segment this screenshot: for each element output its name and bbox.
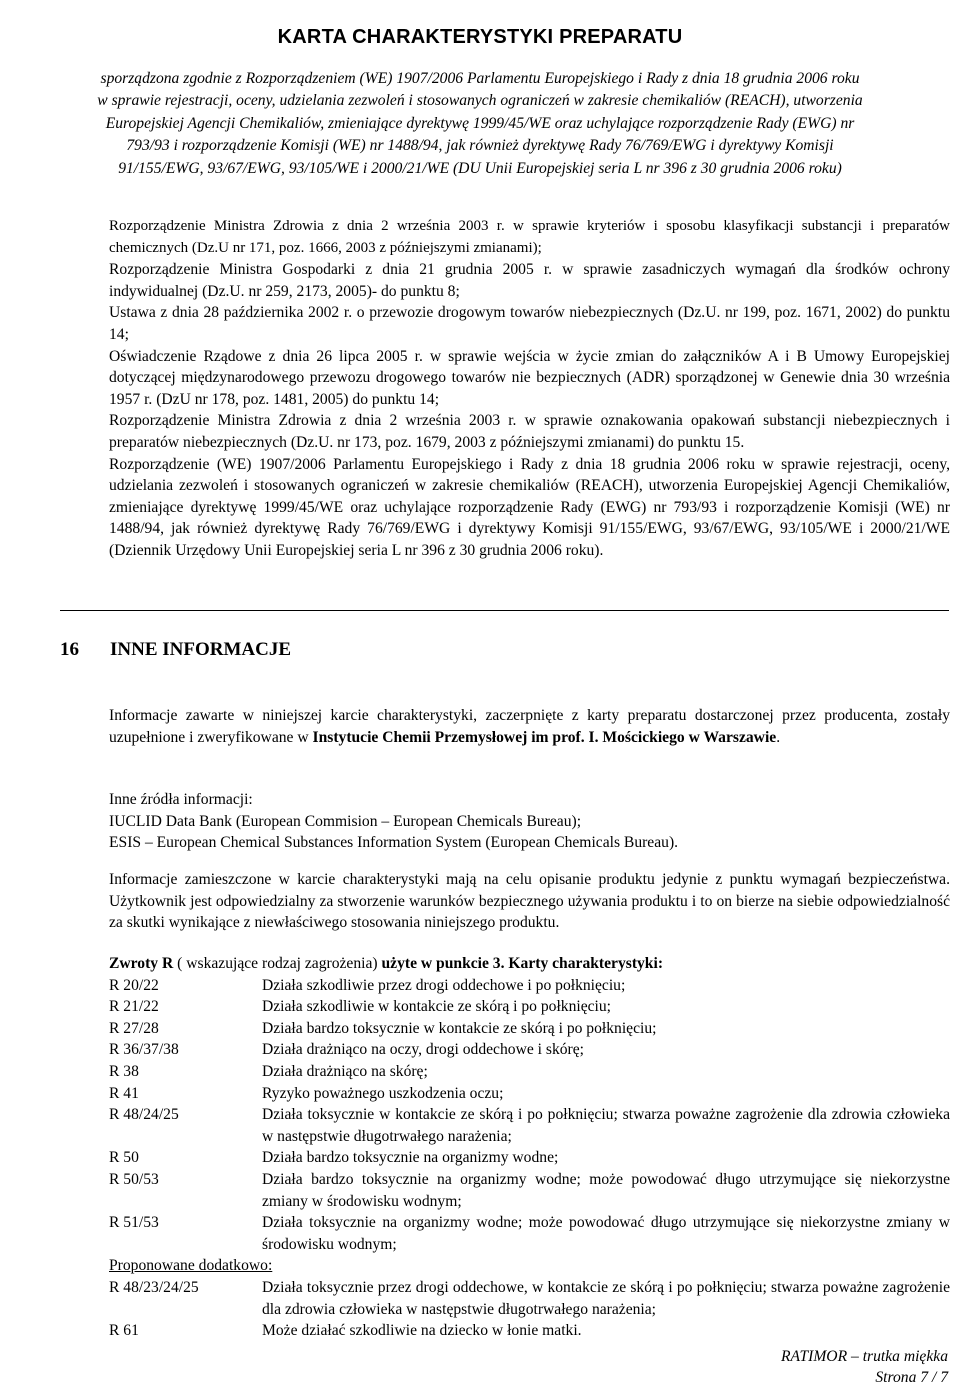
r-phrase-row	[109, 1018, 950, 1040]
source-item: IUCLID Data Bank (European Commision – European Chemicals Bureau);	[109, 812, 582, 830]
r-phrase-text: Działa drażniąco na oczy, drogi oddechowe i skórę;	[262, 1041, 584, 1059]
section-heading	[60, 639, 291, 661]
r-phrase-code: R 48/24/25	[109, 1106, 179, 1124]
r-phrase-row	[109, 1147, 950, 1169]
regulation-item: Oświadczenie Rządowe z dnia 26 lipca 2005 r. w sprawie wejścia w życie zmian do załączników A i B Umowy Europejskiej dotyczącej międzynarodowego przewozu drogowego towarów nie bezpiecznych (ADR) sporządzonej w Genewie dnia 30 września 1957 r. (DzU nr 178, poz. 1481, 2005) do punktu 14;	[109, 347, 950, 408]
subtitle-line: 793/93 i rozporządzenie Komisji (WE) nr 1488/94, jak również dyrektywę Rady 76/769/EWG i dyrektywy Komisji	[126, 137, 834, 155]
r-phrase-code: R 51/53	[109, 1214, 159, 1232]
r-phrase-text: Działa bardzo toksycznie na organizmy wodne;	[262, 1149, 559, 1167]
section-number: 16	[60, 639, 79, 660]
r-phrase-text: Działa drażniąco na skórę;	[262, 1062, 428, 1080]
source-item: ESIS – European Chemical Substances Information System (European Chemicals Bureau).	[109, 834, 679, 852]
r-phrase-text: Może działać szkodliwie na dziecko w łonie matki.	[262, 1322, 582, 1340]
footer-product: RATIMOR – trutka miękka	[780, 1348, 948, 1365]
r-phrase-code: R 21/22	[109, 998, 159, 1016]
section-divider	[60, 610, 949, 611]
r-phrases-title-normal: ( wskazujące rodzaj zagrożenia)	[173, 955, 382, 972]
r-phrase-row	[109, 1277, 950, 1320]
r-phrases-title-bold-2: użyte w punkcie 3. Karty charakterystyki:	[381, 955, 664, 972]
subtitle-line: 91/155/EWG, 93/67/EWG, 93/105/WE i 2000/21/WE (DU Unii Europejskiej seria L nr 396 z 30 grudnia 2006 roku)	[118, 159, 842, 177]
regulation-item: Rozporządzenie Ministra Zdrowia z dnia 2 września 2003 r. w sprawie kryteriów i sposobu klasyfikacji substancji i preparatów chemicznych (Dz.U nr 171, poz. 1666, 2003 z późniejszymi zmianami);	[109, 218, 950, 256]
r-phrase-row	[109, 975, 950, 997]
sources-paragraph	[109, 789, 950, 854]
r-phrase-code: R 48/23/24/25	[109, 1278, 199, 1296]
r-phrase-code: R 38	[109, 1062, 139, 1080]
r-phrase-row	[109, 1104, 950, 1147]
page-footer	[781, 1346, 948, 1388]
subtitle-line: w sprawie rejestracji, oceny, udzielania zezwoleń i stosowanych ograniczeń w zakresie chemikaliów (REACH), utworzenia	[97, 92, 863, 110]
regulations-list	[109, 216, 950, 562]
r-phrase-row	[109, 1212, 950, 1255]
r-phrase-row	[109, 996, 950, 1018]
r-phrase-text: Działa bardzo toksycznie na organizmy wodne; może powodować długo utrzymujące się niekorzystne zmiany w środowisku wodnym;	[262, 1170, 950, 1210]
additional-label: Proponowane dodatkowo:	[109, 1257, 273, 1275]
footer-page-number: Strona 7 / 7	[875, 1369, 948, 1386]
info-paragraph	[109, 705, 950, 748]
r-phrases-title-bold: Zwroty R	[109, 955, 174, 972]
r-phrases-list	[109, 953, 950, 1342]
r-phrase-text: Działa toksycznie przez drogi oddechowe, w kontakcie ze skórą i po połknięciu; stwarza poważne zagrożenie dla zdrowia człowieka w następstwie długotrwałego narażenia;	[262, 1278, 950, 1318]
r-phrase-row	[109, 1061, 950, 1083]
info-text-end: .	[776, 728, 781, 746]
r-phrases-title	[109, 953, 950, 975]
subtitle-line: sporządzona zgodnie z Rozporządzeniem (WE) 1907/2006 Parlamentu Europejskiego i Rady z dnia 18 grudnia 2006 roku	[100, 70, 860, 87]
r-phrase-row	[109, 1083, 950, 1105]
r-phrase-text: Działa szkodliwie w kontakcie ze skórą i po połknięciu;	[262, 998, 612, 1016]
institute-name: Instytucie Chemii Przemysłowej im prof. I. Mościckiego w Warszawie	[312, 728, 777, 746]
document-subtitle	[40, 68, 920, 180]
r-phrase-row	[109, 1169, 950, 1212]
r-phrase-row	[109, 1320, 950, 1342]
r-phrase-code: R 50	[109, 1149, 139, 1167]
r-phrase-code: R 61	[109, 1322, 139, 1340]
info-text: Informacje zawarte w niniejszej karcie charakterystyki, zaczerpnięte z karty preparatu dostarczonej przez producenta, zostały uzupełnione i zweryfikowane w	[109, 707, 950, 746]
sources-label: Inne źródła informacji:	[109, 791, 253, 808]
section-title: INNE INFORMACJE	[110, 639, 292, 660]
r-phrase-text: Działa toksycznie na organizmy wodne; może powodować długo utrzymujące się niekorzystne zmiany w środowisku wodnym;	[262, 1214, 950, 1253]
r-phrase-code: R 27/28	[109, 1019, 159, 1037]
r-phrase-row	[109, 1039, 950, 1061]
r-phrase-code: R 50/53	[109, 1170, 159, 1188]
r-phrase-text: Działa szkodliwie przez drogi oddechowe i po połknięciu;	[262, 976, 626, 994]
r-phrase-text: Ryzyko poważnego uszkodzenia oczu;	[262, 1084, 504, 1102]
r-phrase-text: Działa toksycznie w kontakcie ze skórą i po połknięciu; stwarza poważne zagrożenie dla zdrowia człowieka w następstwie długotrwałego narażenia;	[262, 1106, 950, 1145]
r-phrase-text: Działa bardzo toksycznie w kontakcie ze skórą i po połknięciu;	[262, 1019, 657, 1037]
r-phrase-code: R 20/22	[109, 976, 159, 994]
regulation-item: Rozporządzenie Ministra Zdrowia z dnia 2 września 2003 r. w sprawie oznakowania opakowań substancji niebezpiecznych i preparatów niebezpiecznych (Dz.U. nr 173, poz. 1679, 2003 z późniejszymi zmianami) do punktu 15.	[109, 412, 950, 451]
regulation-item: Rozporządzenie (WE) 1907/2006 Parlamentu Europejskiego i Rady z dnia 18 grudnia 2006 roku w sprawie rejestracji, oceny, udzielania zezwoleń i stosowanych ograniczeń w zakresie chemikaliów (REACH), utworzenia Europejskiej Agencji Chemikaliów, zmieniające dyrektywę 1999/45/WE oraz uchylające rozporządzenie Rady (EWG) nr 793/93 i rozporządzenie Komisji (WE) nr 1488/94, jak również dyrektywę Rady 76/769/EWG i dyrektywy Komisji 91/155/EWG, 93/67/EWG, 93/105/WE i 2000/21/WE (Dziennik Urzędowy Unii Europejskiej seria L nr 396 z 30 grudnia 2006 roku).	[109, 455, 950, 559]
disclaimer-text: Informacje zamieszczone w karcie charakterystyki mają na celu opisanie produktu jedynie z punktu wymagań bezpieczeństwa. Użytkownik jest odpowiedzialny za stworzenie warunków bezpiecznego używania produktu i to on bierze na siebie odpowiedzialność za skutki wynikające z niewłaściwego stosowania niniejszego produktu.	[109, 871, 950, 932]
subtitle-line: Europejskiej Agencji Chemikaliów, zmieniające dyrektywę 1999/45/WE oraz uchylające rozporządzenie Rady (EWG) nr	[105, 114, 855, 132]
disclaimer-paragraph	[109, 869, 950, 934]
regulation-item: Rozporządzenie Ministra Gospodarki z dnia 21 grudnia 2005 r. w sprawie zasadniczych wymagań dla środków ochrony indywidualnej (Dz.U. nr 259, 2173, 2005)- do punktu 8;	[109, 261, 950, 300]
regulation-item: Ustawa z dnia 28 października 2002 r. o przewozie drogowym towarów niebezpiecznych (Dz.U. nr 199, poz. 1671, 2002) do punktu 14;	[109, 304, 950, 343]
document-title: KARTA CHARAKTERYSTYKI PREPARATU	[277, 26, 683, 48]
r-phrase-code: R 41	[109, 1084, 139, 1102]
r-phrase-code: R 36/37/38	[109, 1041, 179, 1059]
